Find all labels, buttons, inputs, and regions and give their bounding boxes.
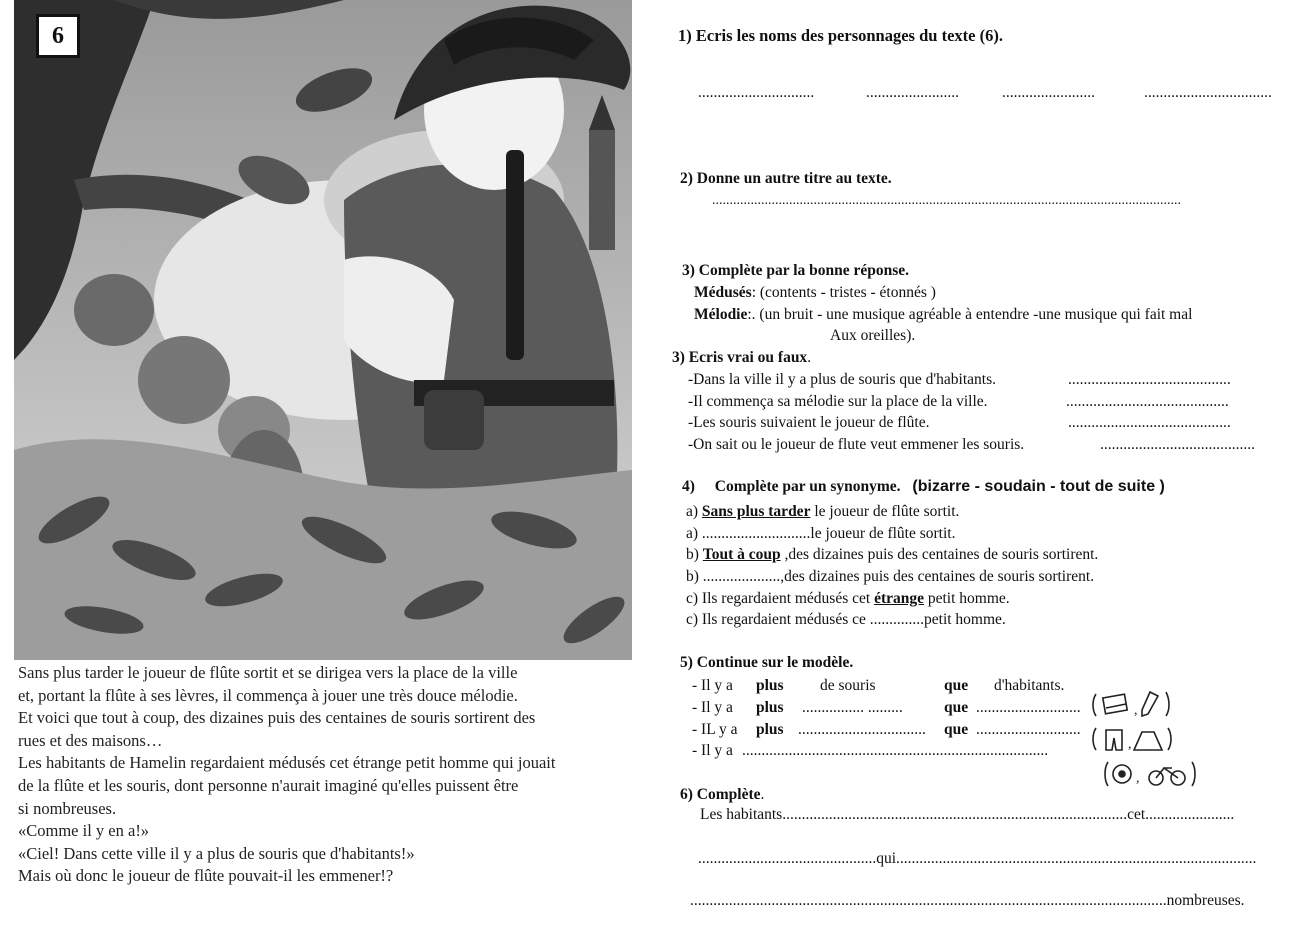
question-6-line-2[interactable]: ..............................................qui............................................................................................. — [698, 850, 1257, 867]
question-3-line-1 — [694, 284, 936, 302]
pied-piper-illustration — [14, 0, 632, 660]
story-line: «Comme il y en a!» — [18, 821, 150, 841]
story-line: rues et des maisons… — [18, 730, 163, 750]
answer-blank[interactable]: ........................... — [976, 699, 1081, 716]
model-text: d'habitants. — [994, 677, 1065, 694]
true-false-statement: -Dans la ville il y a plus de souris que d'habitants. — [688, 371, 997, 388]
row-start: - Il y a — [692, 699, 733, 716]
plus-label: plus — [756, 699, 784, 716]
answer-blank[interactable]: ........................ — [1002, 84, 1095, 101]
true-false-answer[interactable]: ........................................ — [1100, 436, 1255, 453]
question-6-line-3[interactable]: ...........................................................................................................................nombreuses. — [690, 892, 1245, 909]
question-6-line-1[interactable]: Les habitants.........................................................................................cet....................... — [700, 806, 1235, 823]
story-line: Et voici que tout à coup, des dizaines puis des centaines de souris sortirent des — [18, 708, 536, 728]
question-1-text: Ecris les noms des personnages du texte (6). — [695, 26, 1003, 45]
ball-icon — [1113, 765, 1131, 783]
bicycle-icon — [1149, 768, 1185, 785]
answer-blank[interactable]: ........................ — [866, 84, 959, 101]
svg-text:,: , — [1128, 737, 1132, 752]
plus-label: plus — [756, 721, 784, 738]
story-text — [18, 662, 622, 888]
question-4-title: 4) Complète par un synonyme. (bizarre - soudain - tout de suite ) — [682, 478, 1165, 495]
model-text: de souris — [820, 677, 876, 694]
open-paren — [1093, 694, 1096, 716]
answer-blank[interactable]: .............................. — [698, 84, 815, 101]
model-row: - Il y a — [692, 677, 733, 694]
question-2-title: 2) Donne un autre titre au texte. — [680, 170, 892, 187]
word-melodie: Mélodie — [694, 306, 748, 323]
que-label: que — [944, 699, 969, 716]
synonym-options: (bizarre - soudain - tout de suite ) — [912, 478, 1165, 495]
row-start: - IL y a — [692, 721, 738, 738]
close-paren — [1166, 692, 1169, 716]
question-3-line-2 — [694, 306, 1192, 324]
story-line: Mais où donc le joueur de flûte pouvait-il les emmener!? — [18, 866, 394, 886]
word-meduses: Médusés — [694, 284, 752, 301]
story-line: «Ciel! Dans cette ville il y a plus de souris que d'habitants!» — [18, 843, 415, 863]
question-6-title: 6) Complète. — [680, 786, 765, 803]
options-melodie-continued: Aux oreilles). — [830, 327, 916, 344]
answer-blank[interactable]: ................................. — [1144, 84, 1272, 101]
plus-label: plus — [756, 677, 784, 694]
pencil-icon — [1142, 692, 1158, 716]
skirt-icon — [1134, 732, 1162, 750]
true-false-statement: -On sait ou le joueur de flute veut emmener les souris. — [688, 436, 1025, 453]
picture-cues — [1092, 688, 1212, 798]
true-false-answer[interactable]: .......................................... — [1068, 414, 1231, 431]
question-4-c2[interactable]: c) Ils regardaient médusés ce ..............petit homme. — [686, 611, 1006, 628]
question-4-a1: a) Sans plus tarder le joueur de flûte sortit. — [686, 503, 960, 520]
answer-blank[interactable]: ................................. — [798, 721, 926, 738]
true-false-statement: -Il commença sa mélodie sur la place de la ville. — [688, 393, 988, 410]
answer-blank[interactable]: ........................... — [976, 721, 1081, 738]
answer-line[interactable]: ...................................................................................................................................... — [712, 193, 1181, 208]
question-4-b1: b) Tout à coup ,des dizaines puis des centaines de souris sortirent. — [686, 546, 1099, 563]
question-4-c1: c) Ils regardaient médusés cet étrange petit homme. — [686, 590, 1010, 607]
true-false-statement: -Les souris suivaient le joueur de flûte. — [688, 414, 930, 431]
story-line: Sans plus tarder le joueur de flûte sortit et se dirigea vers la place de la ville — [18, 663, 518, 682]
trousers-icon — [1106, 730, 1122, 750]
svg-text:,: , — [1136, 771, 1140, 786]
exercise-column — [670, 0, 1313, 936]
true-false-answer[interactable]: .......................................... — [1066, 393, 1229, 410]
text-number-badge: 6 — [36, 14, 80, 58]
options-melodie: :. (un bruit - une musique agréable à entendre -une musique qui fait mal — [747, 306, 1193, 323]
que-label: que — [944, 721, 969, 738]
question-3b-title: 3) Ecris vrai ou faux. — [672, 349, 812, 366]
left-column — [0, 0, 640, 936]
question-5-title: 5) Continue sur le modèle. — [680, 654, 854, 671]
options-meduses: : (contents - tristes - étonnés ) — [751, 284, 936, 301]
story-line: et, portant la flûte à ses lèvres, il commença à jouer une très douce mélodie. — [18, 685, 518, 705]
question-4-b2[interactable]: b) ....................,des dizaines puis des centaines de souris sortirent. — [686, 568, 1095, 585]
story-line: Les habitants de Hamelin regardaient médusés cet étrange petit homme qui jouait — [18, 753, 556, 773]
row-start: - Il y a — [692, 742, 733, 759]
book-icon — [1103, 694, 1127, 714]
story-line: de la flûte et les souris, dont personne n'aurait imaginé qu'elles puissent être — [18, 775, 519, 795]
question-1-title — [678, 26, 1003, 46]
question-4-a2[interactable]: a) ............................le joueur de flûte sortit. — [686, 525, 956, 542]
question-1-number: 1) — [678, 26, 692, 45]
question-3-title: 3) Complète par la bonne réponse. — [682, 262, 910, 279]
que-label: que — [944, 677, 969, 694]
true-false-answer[interactable]: .......................................... — [1068, 371, 1231, 388]
story-line: si nombreuses. — [18, 798, 117, 818]
answer-blank[interactable]: ................ ......... — [802, 699, 903, 716]
svg-text:,: , — [1134, 703, 1138, 718]
answer-blank[interactable]: ............................................................................... — [742, 742, 1049, 759]
